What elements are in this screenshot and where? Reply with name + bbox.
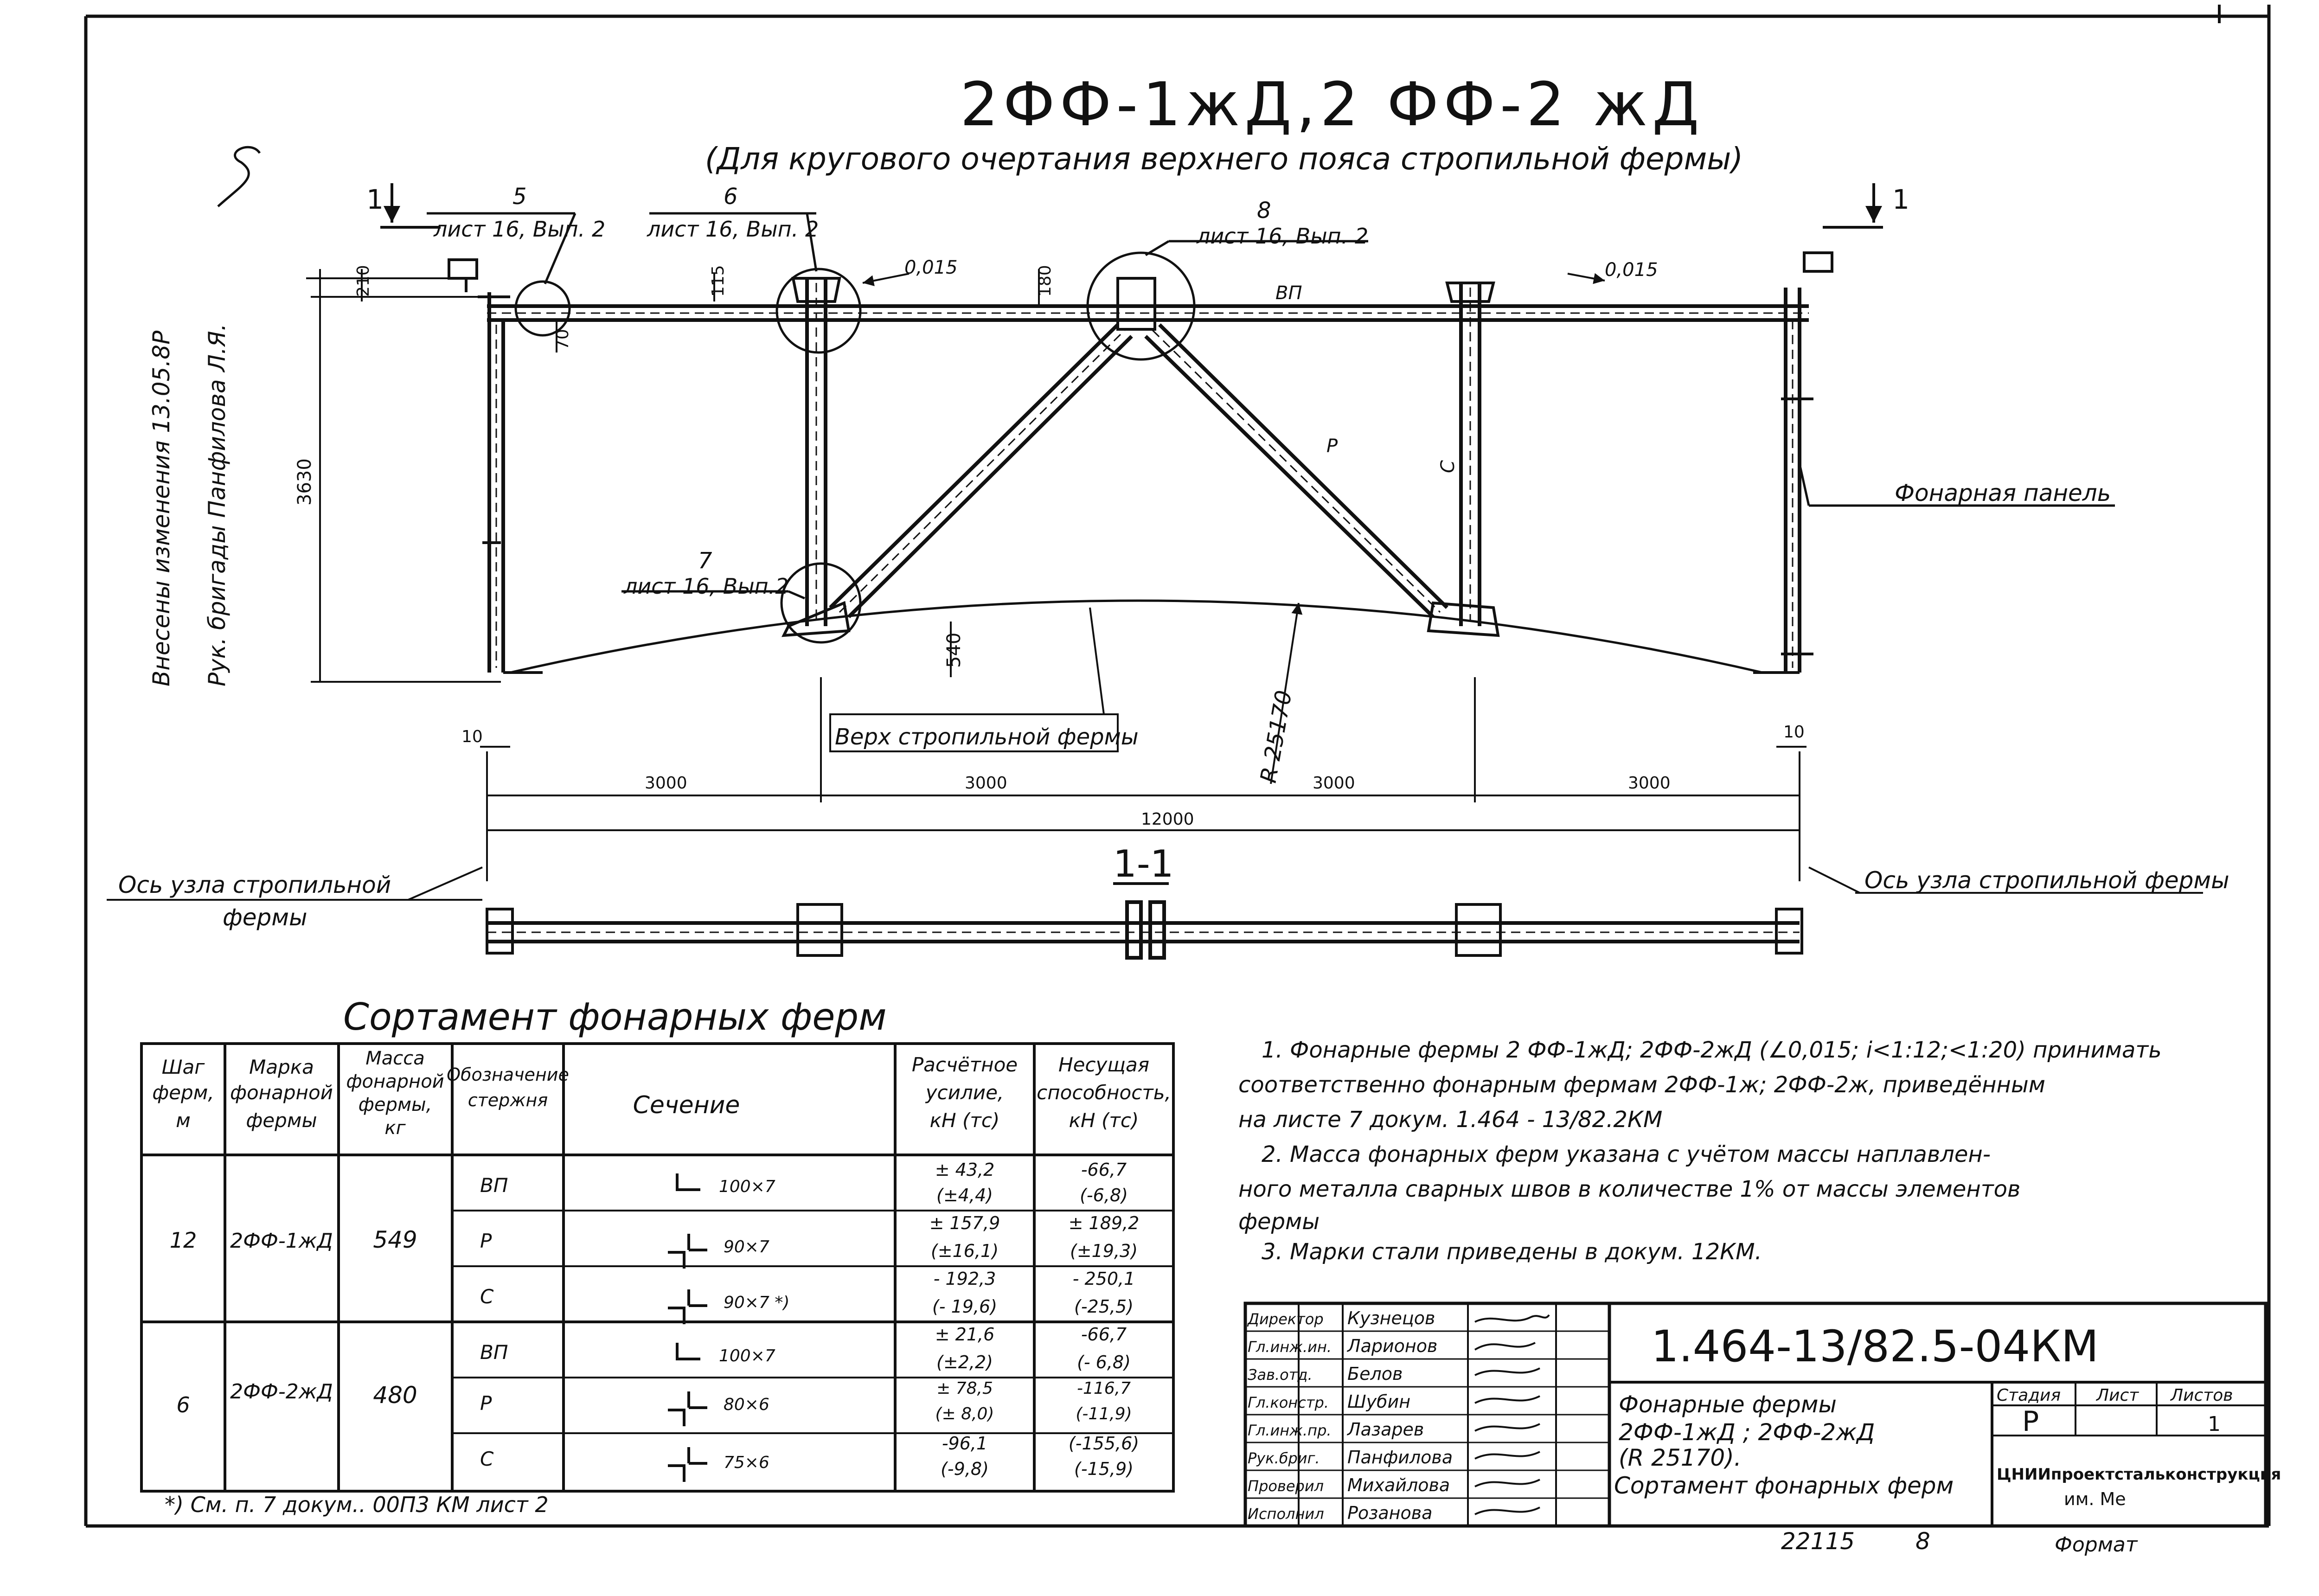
table-title: Сортамент фонарных ферм <box>343 995 887 1038</box>
section-angle-icons <box>668 1173 707 1482</box>
g2r3-force-tc: (-9,8) <box>941 1459 989 1479</box>
truss-elevation <box>449 253 1832 673</box>
dim-180: 180 <box>1036 265 1055 297</box>
g1r3-sec: 90×7 *) <box>724 1293 790 1312</box>
g1r2-cap-tc: (±19,3) <box>1070 1241 1138 1261</box>
org-name-2: им. Ме <box>2064 1489 2126 1509</box>
group2-mark: 2ФФ-2жД <box>230 1380 333 1404</box>
bottom-mid-number: 8 <box>1915 1528 1930 1555</box>
g1r1-force-tc: (±4,4) <box>936 1185 993 1205</box>
g1r1-rod: ВП <box>480 1174 508 1197</box>
dim-115: 115 <box>709 265 728 297</box>
svg-text:ферм,: ферм, <box>152 1081 214 1104</box>
svg-text:Панфилова: Панфилова <box>1347 1447 1453 1468</box>
callout-7-ref: лист 16, Вып.2 <box>624 574 789 599</box>
dim-3630: 3630 <box>294 458 315 506</box>
section-cut-left <box>380 183 441 227</box>
svg-text:Внесены изменения 13.05.8Р: Внесены изменения 13.05.8Р <box>148 330 175 686</box>
stage-value: Р <box>2022 1405 2039 1438</box>
g2r2-force-tc: (± 8,0) <box>935 1404 994 1423</box>
callout-5-ref: лист 16, Вып. 2 <box>434 217 606 242</box>
section-title: 1-1 <box>1113 842 1174 885</box>
svg-text:Розанова: Розанова <box>1347 1503 1433 1523</box>
svg-text:Сечение: Сечение <box>633 1091 740 1119</box>
svg-text:Исполнил: Исполнил <box>1248 1505 1324 1523</box>
g2r2-cap: -116,7 <box>1076 1379 1131 1398</box>
note-2a: 2. Масса фонарных ферм указана с учётом массы наплавлен- <box>1262 1141 1991 1167</box>
stamp-desc-3: (R 25170). <box>1619 1444 1742 1471</box>
g2r2-cap-tc: (-11,9) <box>1076 1404 1132 1423</box>
g2r3-cap: (-155,6) <box>1068 1433 1140 1454</box>
drawing-title: 2ФФ-1жД,2 ФФ-2 жД <box>960 69 1704 140</box>
svg-text:Зав.отд.: Зав.отд. <box>1248 1366 1313 1384</box>
svg-text:Белов: Белов <box>1347 1364 1403 1384</box>
g1r2-force: ± 157,9 <box>929 1213 1000 1233</box>
table-headers <box>152 1048 1171 1139</box>
sheets-header: Листов <box>2171 1386 2233 1405</box>
plan-view <box>487 902 1802 958</box>
truss-top-leader <box>1090 608 1104 714</box>
dim-total: 12000 <box>1141 810 1194 829</box>
group2-mass: 480 <box>373 1382 417 1409</box>
stamp-names <box>1346 1308 1453 1523</box>
g2r1-rod: ВП <box>480 1341 508 1364</box>
sheet-header: Лист <box>2096 1386 2139 1405</box>
callout-7-number: 7 <box>698 548 712 574</box>
g1r3-cap: - 250,1 <box>1072 1269 1135 1289</box>
radius-label: R 25170 <box>1255 688 1297 785</box>
svg-text:фонарной: фонарной <box>346 1071 444 1092</box>
svg-text:Расчётное: Расчётное <box>911 1053 1018 1076</box>
dim-10-left: 10 <box>461 727 483 746</box>
stage-header: Стадия <box>1997 1386 2061 1405</box>
dim-10-right: 10 <box>1783 723 1805 742</box>
dim-70: 70 <box>553 329 572 350</box>
group1-mass: 549 <box>373 1226 417 1253</box>
axis-leader-right-2 <box>1809 867 1860 893</box>
g1r1-cap-tc: (-6,8) <box>1080 1185 1128 1205</box>
svg-text:Михайлова: Михайлова <box>1347 1475 1450 1495</box>
lantern-panel-label: Фонарная панель <box>1895 480 2111 506</box>
svg-text:м: м <box>176 1109 191 1132</box>
dim-span-1: 3000 <box>645 774 687 793</box>
g2r2-rod: Р <box>480 1392 492 1415</box>
g2r1-force-tc: (±2,2) <box>936 1352 993 1372</box>
g1r3-rod: С <box>480 1285 494 1308</box>
sheet-frame <box>86 5 2269 1526</box>
doc-code: 1.464-13/82.5-04КМ <box>1651 1321 2099 1372</box>
table-footnote: *) См. п. 7 докум.. 00П3 КМ лист 2 <box>165 1492 549 1517</box>
svg-text:стержня: стержня <box>468 1090 548 1110</box>
group2-step: 6 <box>176 1392 190 1417</box>
note-2b: ного металла сварных швов в количестве 1% от массы элементов <box>1238 1176 2021 1202</box>
rod-vp-label: ВП <box>1275 282 1302 304</box>
svg-text:усилие,: усилие, <box>925 1081 1004 1104</box>
svg-text:Гл.констр.: Гл.констр. <box>1248 1394 1329 1411</box>
dim-span-4: 3000 <box>1628 774 1671 793</box>
format-label: Формат <box>2055 1533 2138 1557</box>
axis-label-left-1: Ось узла стропильной <box>118 872 391 898</box>
g2r3-rod: С <box>480 1448 494 1470</box>
svg-text:Марка: Марка <box>249 1056 314 1078</box>
g1r2-cap: ± 189,2 <box>1068 1213 1140 1233</box>
section-cut-right <box>1823 183 1883 227</box>
svg-text:фермы,: фермы, <box>358 1094 432 1115</box>
g1r2-force-tc: (±16,1) <box>930 1241 999 1261</box>
callout-8-ref: лист 16, Вып. 2 <box>1197 224 1369 249</box>
note-1c: на листе 7 докум. 1.464 - 13/82.2КМ <box>1238 1107 1663 1133</box>
svg-text:Шубин: Шубин <box>1347 1391 1411 1412</box>
g1r2-rod: Р <box>480 1230 492 1252</box>
callout-8-number: 8 <box>1257 198 1271 224</box>
dim-span-3: 3000 <box>1313 774 1355 793</box>
svg-text:Гл.инж.ин.: Гл.инж.ин. <box>1248 1338 1332 1356</box>
g2r1-sec: 100×7 <box>719 1346 775 1365</box>
svg-text:Директор: Директор <box>1248 1310 1324 1328</box>
dim-540: 540 <box>943 632 965 668</box>
g1r1-force: ± 43,2 <box>935 1160 995 1180</box>
slope-left: 0,015 <box>904 257 958 278</box>
g1r3-cap-tc: (-25,5) <box>1074 1296 1134 1317</box>
note-2c: фермы <box>1238 1209 1320 1235</box>
dimension-lines <box>306 269 1807 881</box>
svg-text:Обозначение: Обозначение <box>447 1064 569 1085</box>
svg-text:Гл.инж.пр.: Гл.инж.пр. <box>1248 1422 1332 1439</box>
axis-leader-left-2 <box>408 867 482 900</box>
org-name-1: ЦНИИпроектстальконструкция <box>1997 1465 2281 1484</box>
svg-text:фонарной: фонарной <box>230 1081 333 1104</box>
note-1b: соответственно фонарным фермам 2ФФ-1ж; 2ФФ-2ж, приведённым <box>1238 1072 2045 1098</box>
svg-text:Рук.бриг.: Рук.бриг. <box>1248 1449 1320 1467</box>
g2r3-cap-tc: (-15,9) <box>1074 1459 1134 1479</box>
group1-step: 12 <box>169 1228 197 1253</box>
g1r3-force: - 192,3 <box>933 1269 996 1289</box>
callout-leaders <box>427 213 2115 598</box>
stamp-roles <box>1247 1310 1332 1523</box>
stamp-desc-2: 2ФФ-1жД ; 2ФФ-2жД <box>1619 1419 1875 1446</box>
stamp-desc-1: Фонарные фермы <box>1619 1391 1837 1418</box>
g2r1-cap-tc: (- 6,8) <box>1077 1352 1131 1372</box>
group1-mark: 2ФФ-1жД <box>230 1229 333 1253</box>
axis-label-right: Ось узла стропильной фермы <box>1864 867 2229 894</box>
truss-top-label: Верх стропильной фермы <box>835 724 1139 750</box>
section-mark-left: 1 <box>366 184 384 215</box>
stamp-desc-4: Сортамент фонарных ферм <box>1614 1472 1954 1499</box>
g1r3-force-tc: (- 19,6) <box>932 1296 998 1317</box>
callout-5-number: 5 <box>512 184 527 210</box>
g2r2-force: ± 78,5 <box>936 1379 993 1398</box>
slope-right: 0,015 <box>1605 259 1658 281</box>
svg-text:Рук. бригады Панфилова Л.Я.: Рук. бригады Панфилова Л.Я. <box>204 323 231 686</box>
g2r2-sec: 80×6 <box>724 1395 769 1414</box>
svg-text:Проверил: Проверил <box>1248 1477 1324 1495</box>
svg-text:Несущая: Несущая <box>1058 1053 1149 1076</box>
callout-6-ref: лист 16, Вып. 2 <box>647 217 819 242</box>
callout-6-number: 6 <box>724 184 738 210</box>
svg-text:Масса: Масса <box>365 1048 425 1069</box>
g2r1-cap: -66,7 <box>1081 1324 1127 1345</box>
note-3: 3. Марки стали приведены в докум. 12КМ. <box>1262 1239 1762 1265</box>
svg-text:кН (тс): кН (тс) <box>1069 1109 1139 1132</box>
g1r2-sec: 90×7 <box>724 1237 769 1256</box>
g1r1-sec: 100×7 <box>719 1177 775 1196</box>
svg-text:фермы: фермы <box>246 1109 317 1132</box>
sheets-value: 1 <box>2208 1412 2221 1436</box>
svg-text:Шаг: Шаг <box>161 1056 205 1078</box>
g1r1-cap: -66,7 <box>1081 1160 1127 1180</box>
svg-text:Кузнецов: Кузнецов <box>1347 1308 1435 1328</box>
signature-mark <box>218 147 260 206</box>
revision-note <box>148 324 231 687</box>
dim-span-2: 3000 <box>965 774 1007 793</box>
note-1a: 1. Фонарные фермы 2 ФФ-1жД; 2ФФ-2жД (∠0,015; i<1:12;<1:20) принимать <box>1262 1037 2162 1063</box>
svg-text:Ларионов: Ларионов <box>1347 1336 1438 1356</box>
svg-text:кг: кг <box>384 1117 406 1139</box>
rod-r-label: Р <box>1326 436 1338 457</box>
rod-c-label: С <box>1437 460 1459 473</box>
drawing-subtitle: (Для кругового очертания верхнего пояса стропильной фермы) <box>705 141 1743 177</box>
dim-210: 210 <box>354 265 373 297</box>
g2r1-force: ± 21,6 <box>935 1324 995 1345</box>
bottom-left-number: 22115 <box>1781 1528 1855 1555</box>
svg-text:кН (тс): кН (тс) <box>929 1109 1000 1132</box>
g2r3-sec: 75×6 <box>724 1453 769 1472</box>
svg-text:Лазарев: Лазарев <box>1347 1419 1424 1440</box>
section-mark-right: 1 <box>1892 184 1909 215</box>
axis-label-left-2: фермы <box>223 904 307 931</box>
svg-text:способность,: способность, <box>1037 1081 1171 1104</box>
g2r3-force: -96,1 <box>942 1433 988 1454</box>
